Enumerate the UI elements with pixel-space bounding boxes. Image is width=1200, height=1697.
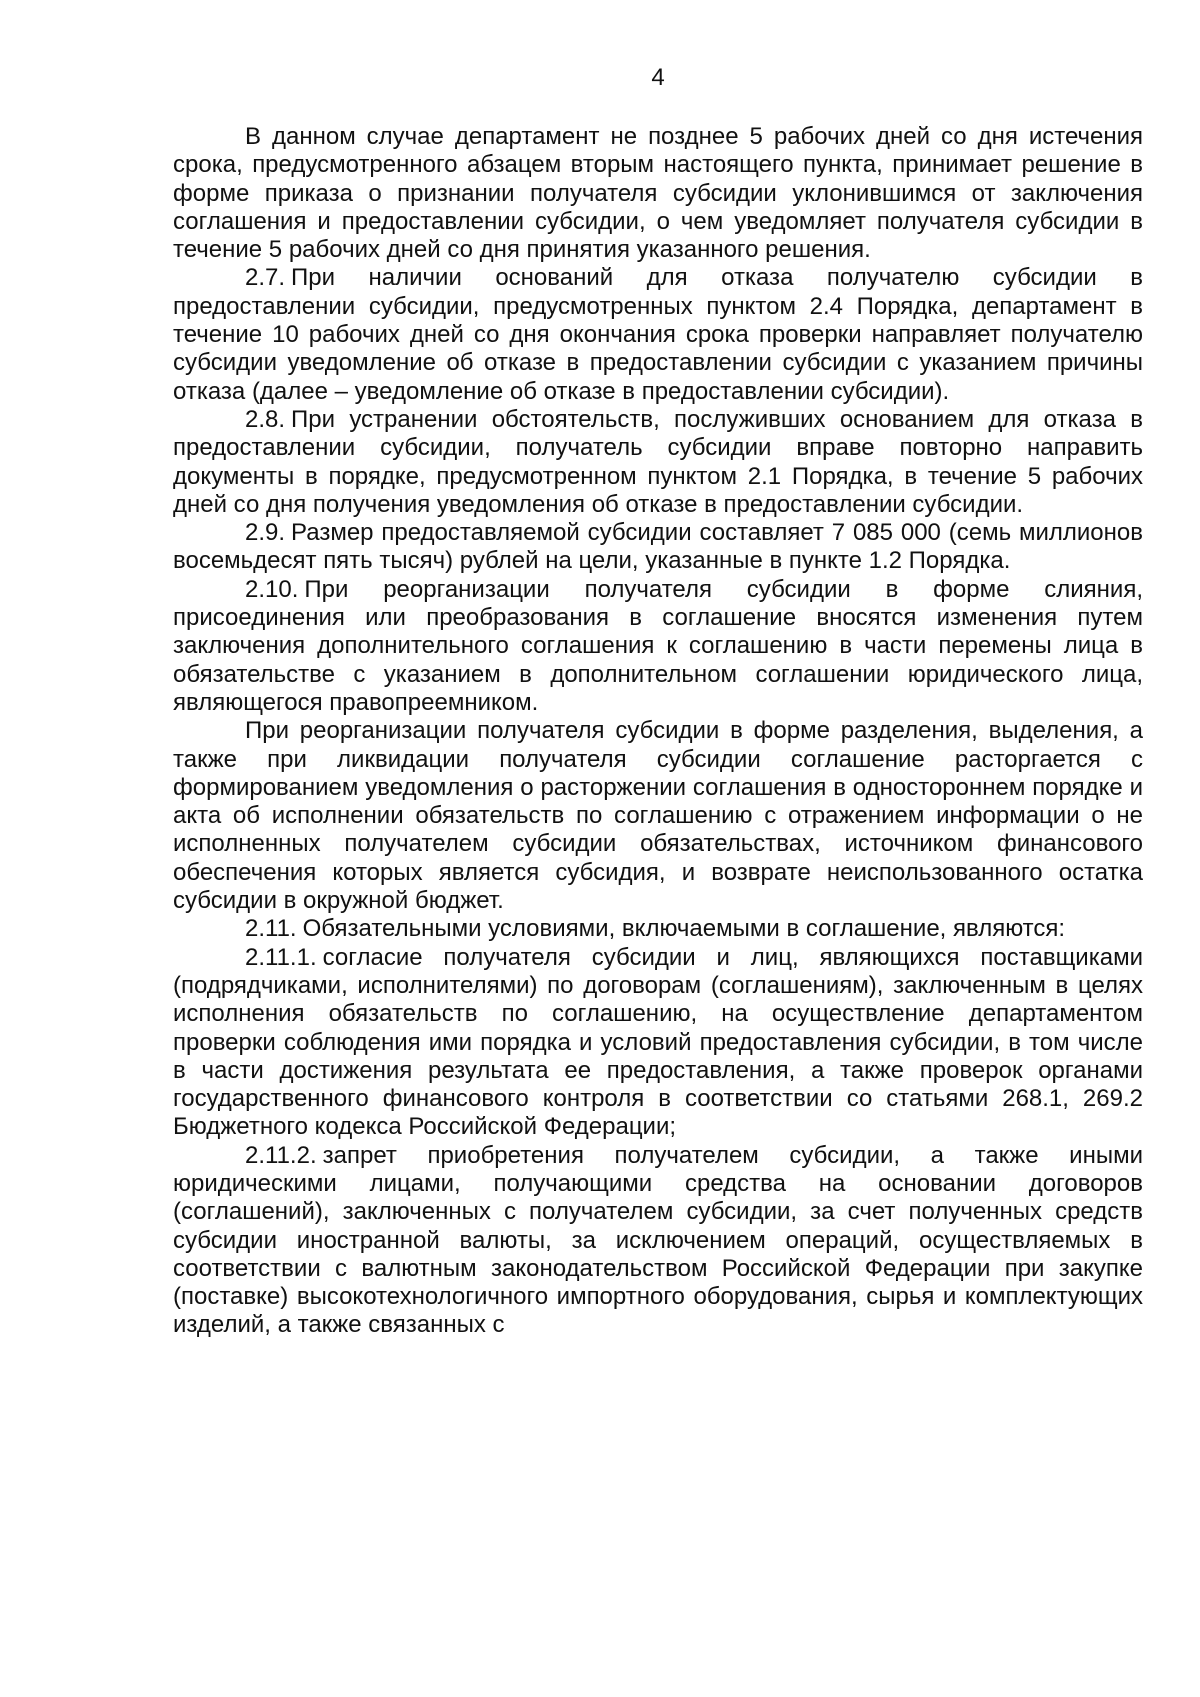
- paragraph-2-10: [173, 576, 1143, 717]
- paragraph-text: Обязательными условиями, включаемыми в соглашение, являются:: [302, 915, 1066, 943]
- paragraph-text: В данном случае департамент не позднее 5 рабочих дней со дня истечения срока, предусмотренного абзацем вторым настоящего пункта, принимает решение в форме приказа о признании получателя субсидии уклонившимся от заключения соглашения и предоставлении субсидии, о чем уведомляет получателя субсидии в течение 5 рабочих дней со дня принятия указанного решения.: [173, 123, 1143, 264]
- paragraph-text: согласие получателя субсидии и лиц, являющихся поставщиками (подрядчиками, исполнителями) по договорам (соглашениям), заключенным в целях исполнения обязательств по соглашению, на осуществление департаментом проверки соблюдения ими порядка и условий предоставления субсидии, в том числе в части достижения результата ее предоставления, а также проверок органами государственного финансового контроля в соответствии со статьями 268.1, 269.2 Бюджетного кодекса Российской Федерации;: [173, 943, 1143, 1141]
- paragraph-number: 2.9.: [245, 519, 286, 547]
- paragraph-number: 2.7.: [245, 264, 286, 292]
- paragraph-intro: [173, 123, 1143, 264]
- paragraph-2-8: [173, 406, 1143, 519]
- page-number: 4: [651, 64, 665, 91]
- paragraph-text: При наличии оснований для отказа получателю субсидии в предоставлении субсидии, предусмотренных пунктом 2.4 Порядка, департамент в течение 10 рабочих дней со дня окончания срока проверки направляет получателю субсидии уведомление об отказе в предоставлении субсидии с указанием причины отказа (далее – уведомление об отказе в предоставлении субсидии).: [173, 264, 1143, 405]
- paragraph-2-7: [173, 264, 1143, 405]
- paragraph-2-11: [173, 915, 1143, 943]
- paragraph-2-10-continued: [173, 717, 1143, 915]
- document-body: [173, 123, 1143, 1340]
- paragraph-number: 2.11.: [245, 915, 297, 943]
- paragraph-text: Размер предоставляемой субсидии составляет 7 085 000 (семь миллионов восемьдесят пять тысяч) рублей на цели, указанные в пункте 1.2 Порядка.: [173, 519, 1143, 575]
- paragraph-text: При устранении обстоятельств, послуживших основанием для отказа в предоставлении субсидии, получатель субсидии вправе повторно направить документы в порядке, предусмотренном пунктом 2.1 Порядка, в течение 5 рабочих дней со дня получения уведомления об отказе в предоставлении субсидии.: [173, 405, 1143, 518]
- paragraph-text: При реорганизации получателя субсидии в форме слияния, присоединения или преобразования в соглашение вносятся изменения путем заключения дополнительного соглашения к соглашению в части перемены лица в обязательстве с указанием в дополнительном соглашении юридического лица, являющегося правопреемником.: [173, 575, 1143, 716]
- paragraph-2-11-1: [173, 944, 1143, 1142]
- paragraph-2-9: [173, 519, 1143, 576]
- paragraph-2-11-2: [173, 1142, 1143, 1340]
- paragraph-text: При реорганизации получателя субсидии в форме разделения, выделения, а также при ликвидации получателя субсидии соглашение расторгается с формированием уведомления о расторжении соглашения в одностороннем порядке и акта об исполнении обязательств по соглашению с отражением информации о не исполненных получателем субсидии обязательствах, источником финансового обеспечения которых является субсидия, и возврате неиспользованного остатка субсидии в окружной бюджет.: [173, 717, 1143, 915]
- paragraph-number: 2.11.1.: [245, 943, 317, 971]
- paragraph-number: 2.8.: [245, 405, 286, 433]
- paragraph-text: запрет приобретения получателем субсидии, а также иными юридическими лицами, получающими средства на основании договоров (соглашений), заключенных с получателем субсидии, за счет полученных средств субсидии иностранной валюты, за исключением операций, осуществляемых в соответствии с валютным законодательством Российской Федерации при закупке (поставке) высокотехнологичного импортного оборудования, сырья и комплектующих изделий, а также связанных с: [173, 1141, 1143, 1339]
- paragraph-number: 2.10.: [245, 575, 299, 603]
- paragraph-number: 2.11.2.: [245, 1141, 317, 1169]
